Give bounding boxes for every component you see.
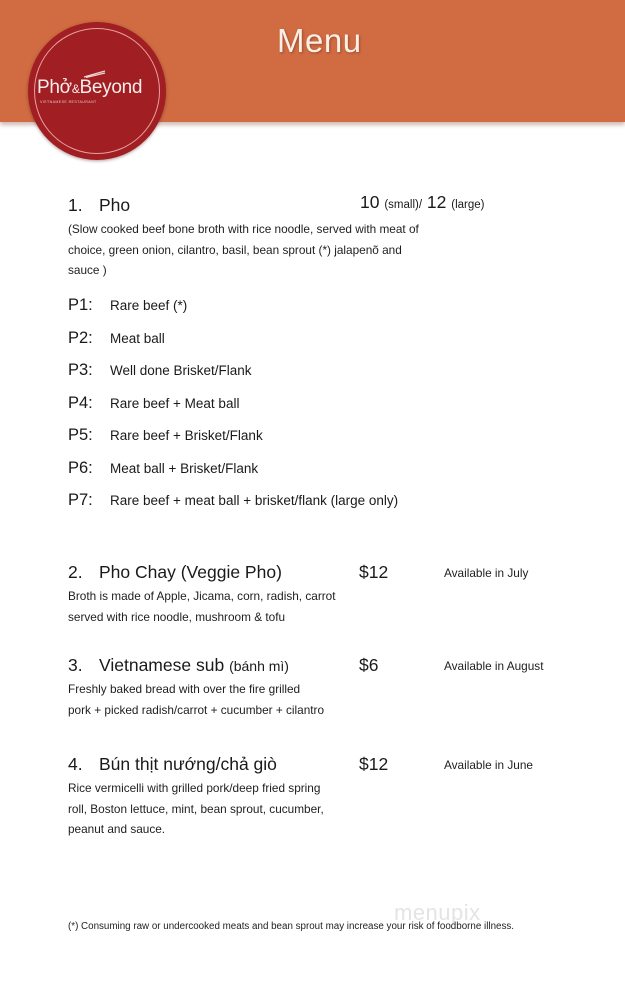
availability-note: Available in June <box>444 758 533 772</box>
option-code: P4: <box>68 394 93 412</box>
logo-ampersand: & <box>71 82 80 96</box>
item-name: Bún thịt nướng/chả giò <box>99 754 277 774</box>
item-name-subtitle: (bánh mì) <box>229 658 289 674</box>
description-line: Freshly baked bread with over the fire grilled <box>68 682 301 696</box>
option-label: Meat ball <box>110 331 165 346</box>
item-price: $6 <box>359 655 379 675</box>
watermark: menupix <box>394 900 481 925</box>
pho-option <box>68 296 187 315</box>
menu-item-title <box>68 754 277 775</box>
option-code: P6: <box>68 459 93 477</box>
logo-wordmark <box>37 77 157 99</box>
page-title: Menu <box>277 22 362 59</box>
option-label: Well done Brisket/Flank <box>110 363 252 378</box>
description-line: choice, green onion, cilantro, basil, bean sprout (*) jalapenõ and <box>68 242 402 257</box>
pho-option <box>68 361 252 380</box>
availability-note: Available in July <box>444 566 529 580</box>
pho-option <box>68 426 263 445</box>
item-price: $12 <box>359 754 389 774</box>
description-line: roll, Boston lettuce, mint, bean sprout, cucumber, <box>68 801 324 816</box>
item-name: Vietnamese sub <box>99 655 225 675</box>
availability-note: Available in August <box>444 659 544 673</box>
item-number: 1. <box>68 195 83 215</box>
menu-item-title <box>68 655 289 676</box>
menu-item-title <box>68 562 282 583</box>
option-code: P5: <box>68 426 93 444</box>
option-label: Rare beef (*) <box>110 298 188 313</box>
description-line: Broth is made of Apple, Jicama, corn, radish, carrot <box>68 589 336 603</box>
description-line: peanut and sauce. <box>68 822 166 836</box>
pho-option <box>68 491 398 510</box>
item-description <box>68 778 324 840</box>
price-large-label: (large) <box>451 199 485 211</box>
restaurant-logo <box>28 22 166 160</box>
pho-option <box>68 459 258 478</box>
item-description <box>68 586 336 627</box>
logo-name-beyond: Beyond <box>79 77 143 98</box>
description-line: served with rice noodle, mushroom & tofu <box>68 609 286 624</box>
item-description <box>68 219 419 281</box>
price-separator: / <box>418 199 423 211</box>
item-description <box>68 679 324 720</box>
description-line: Rice vermicelli with grilled pork/deep fried spring <box>68 781 321 795</box>
option-label: Rare beef + Brisket/Flank <box>110 428 263 443</box>
description-line: (Slow cooked beef bone broth with rice noodle, served with meat of <box>68 222 419 236</box>
option-label: Rare beef + meat ball + brisket/flank (large only) <box>110 493 399 508</box>
item-name: Pho <box>99 195 131 215</box>
item-name: Pho Chay (Veggie Pho) <box>99 562 282 582</box>
option-label: Rare beef + Meat ball <box>110 396 240 411</box>
description-line: sauce ) <box>68 263 107 277</box>
price-small-value: 10 <box>360 192 380 212</box>
item-price <box>360 192 485 213</box>
price-small-label: (small) <box>384 199 419 211</box>
pho-option <box>68 329 165 348</box>
logo-subtitle: VIETNAMESE RESTAURANT <box>40 100 97 104</box>
option-code: P7: <box>68 491 93 509</box>
option-code: P1: <box>68 296 93 314</box>
logo-name-pho: Phở <box>37 77 72 98</box>
item-number: 2. <box>68 562 83 582</box>
footnote-disclaimer: (*) Consuming raw or undercooked meats and bean sprout may increase your risk of foodborne illness. <box>68 921 514 932</box>
price-large-value: 12 <box>426 192 447 212</box>
item-number: 3. <box>68 655 83 675</box>
option-code: P3: <box>68 361 93 379</box>
option-code: P2: <box>68 329 93 347</box>
description-line: pork + picked radish/carrot + cucumber + cilantro <box>68 702 325 717</box>
option-label: Meat ball + Brisket/Flank <box>110 461 259 476</box>
menu-item-title <box>68 195 130 216</box>
pho-option <box>68 394 239 413</box>
item-price: $12 <box>359 562 389 582</box>
item-number: 4. <box>68 754 83 774</box>
